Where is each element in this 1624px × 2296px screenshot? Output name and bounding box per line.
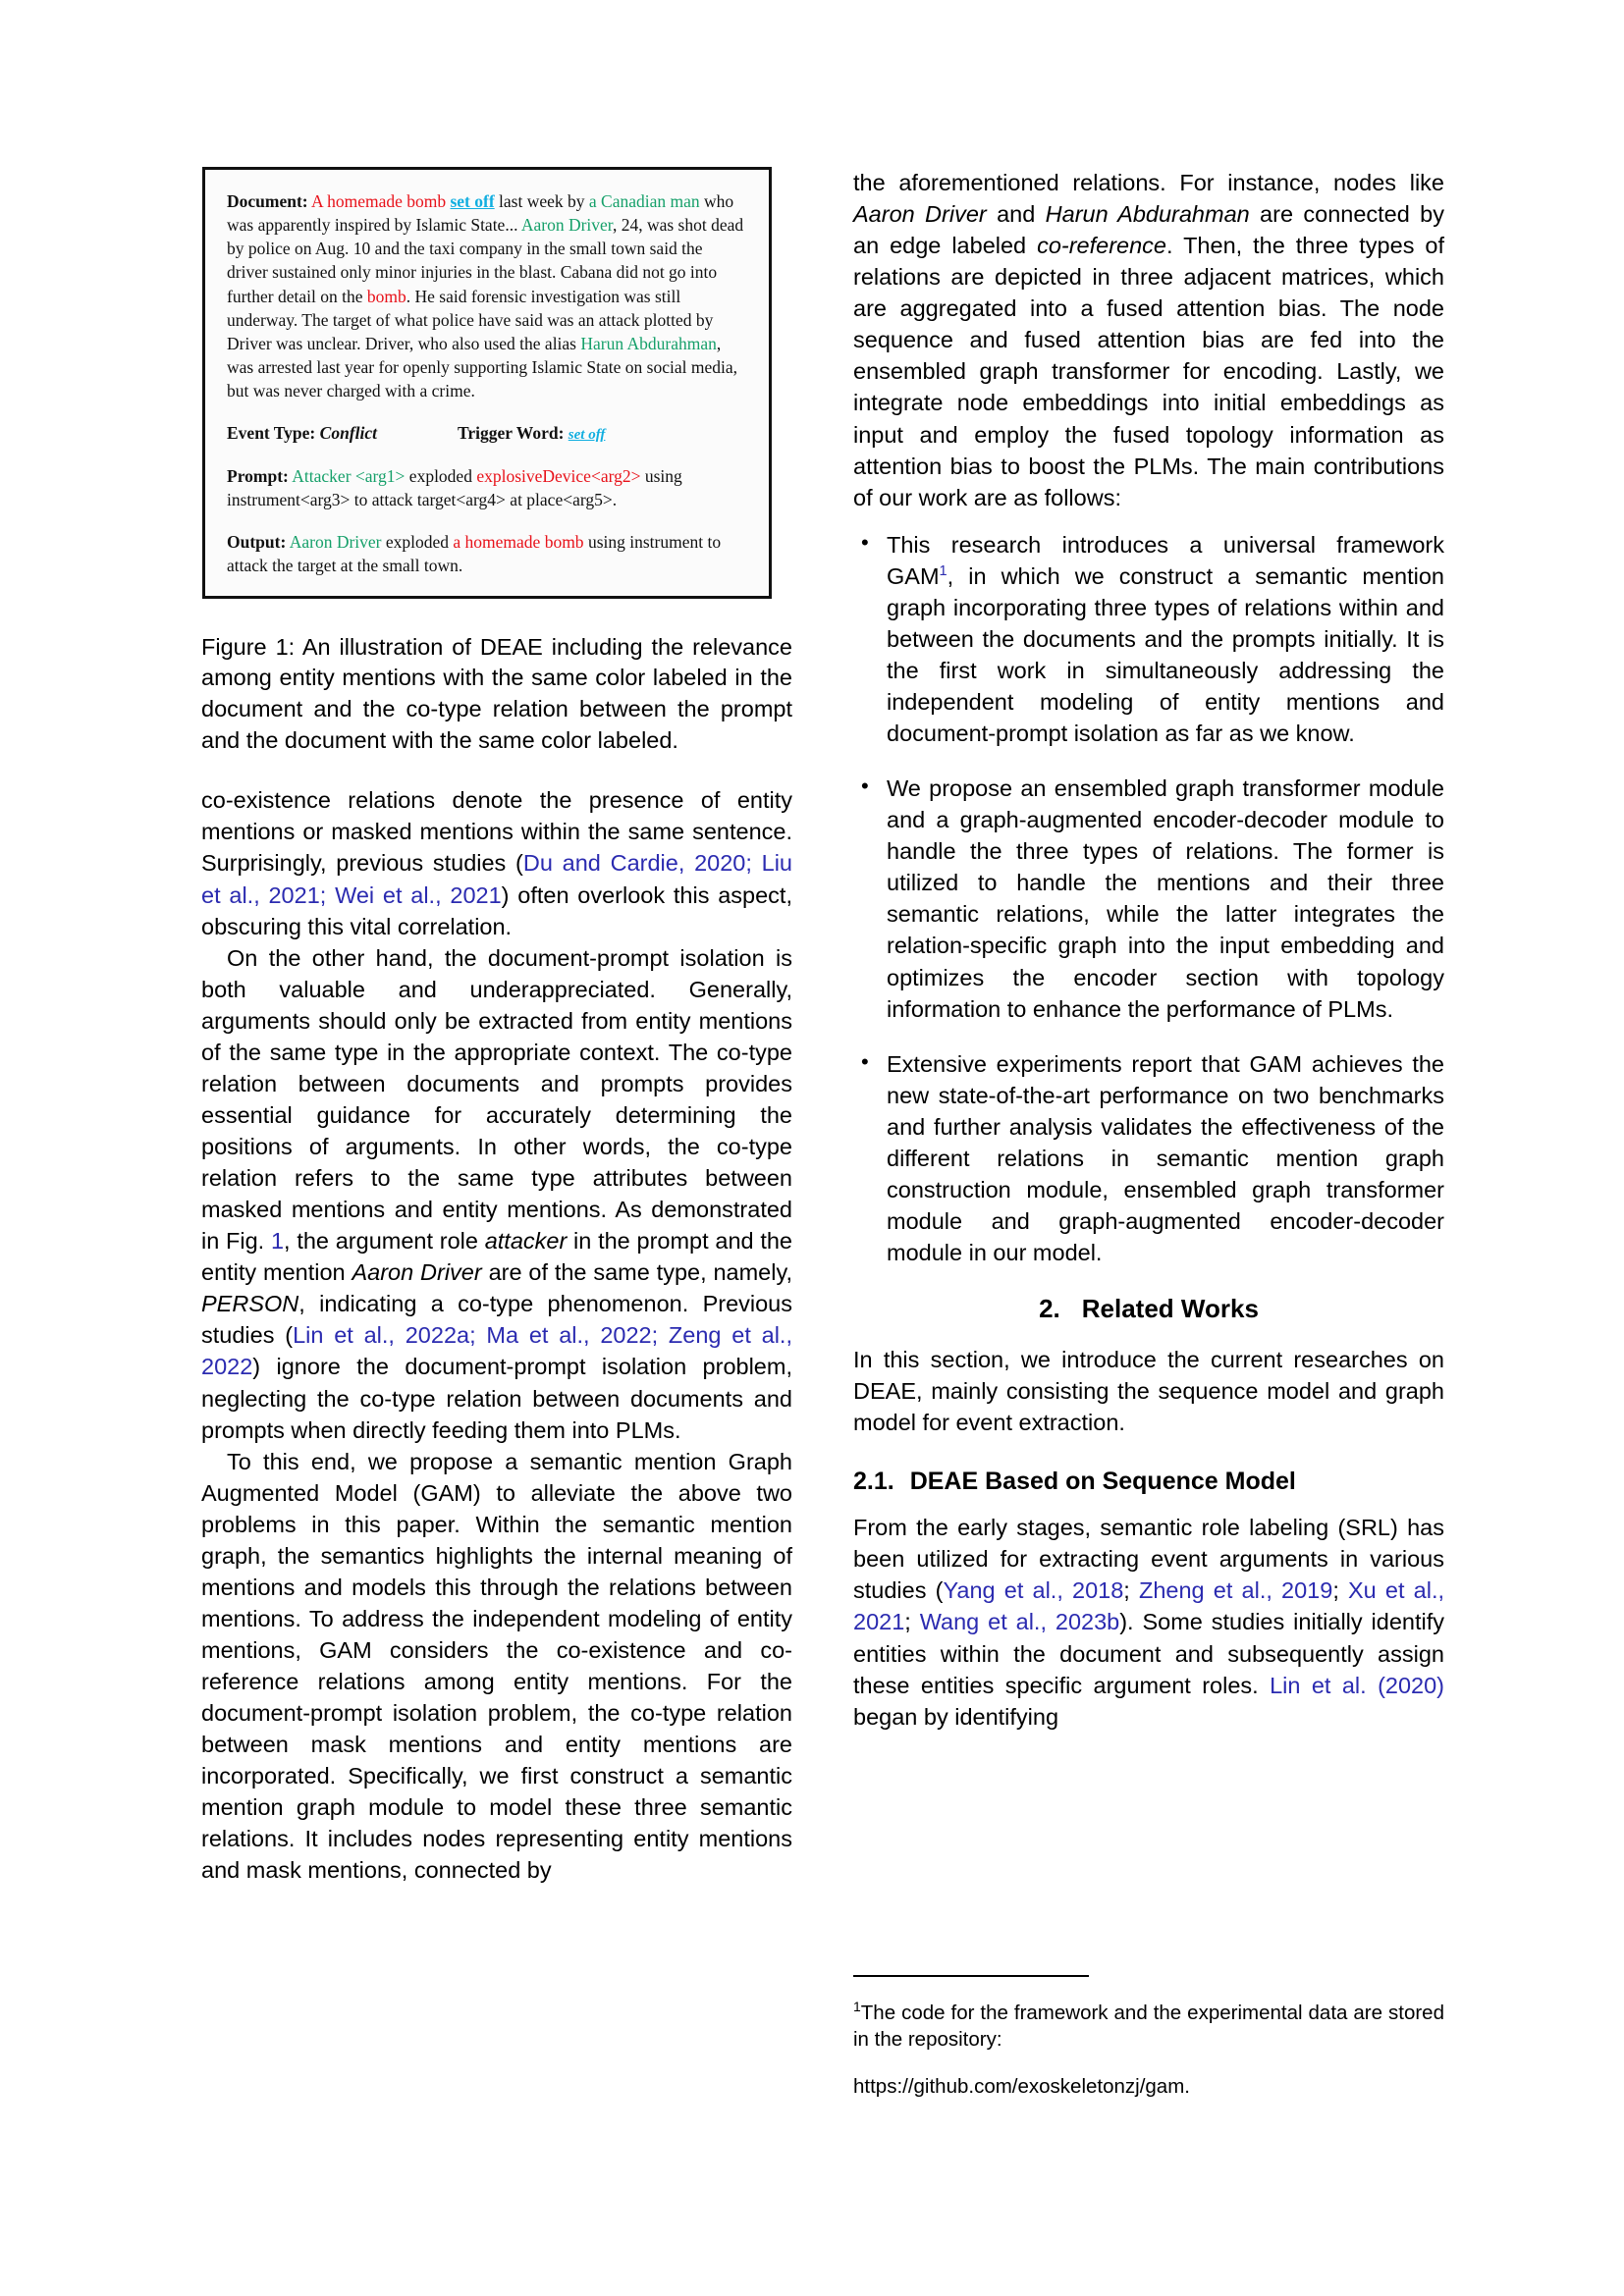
left-p2-a: On the other hand, the document-prompt isolation is both valuable and underappreciated. Generally, arguments should only be extracted from entity mentions of the same type in the appropriate context. The co-type relation between documents and prompts provides essential guidance for accurately determining the positions of arguments. In other words, the co-type relation refers to the same type attributes between masked mentions and entity mentions. As demonstrated in Fig. [201, 944, 792, 1255]
figure-document-line [227, 189, 747, 402]
figure-reference-link[interactable]: 1 [270, 1228, 285, 1255]
contribution-bullet-2: • We propose an ensembled graph transformer module and a graph-augmented encoder-decoder module to handle the three types of relations. The former is utilized to handle the mentions and their three semantic relations, while the latter integrates the relation-specific graph into the input embedding and optimizes the encoder section with topology information to enhance the performance of PLMs. [887, 773, 1444, 1025]
sub21-c: began by identifying [853, 1703, 1059, 1730]
subsection-21-paragraph [853, 1512, 1444, 1732]
sub21-citation-wang[interactable]: Wang et al., 2023b [919, 1609, 1120, 1635]
right-p1-d: . Then, the three types of relations are depicted in three adjacent matrices, which are aggregated into a fused attention bias. The node sequence and fused attention bias are fed into the ensembled graph transformer for encoding. Lastly, we integrate node embeddings into initial embeddings as input and employ the fused topology information as attention bias to boost the PLMs. The main contributions of our work are as follows: [853, 233, 1444, 510]
sub21-semi3: ; [904, 1609, 920, 1635]
event-type-label: Event Type: [227, 423, 316, 444]
contribution-bullet-1 [887, 529, 1444, 749]
spacer [227, 446, 747, 464]
right-p1-italic-harun-abdurahman: Harun Abdurahman [1045, 201, 1250, 228]
left-p1-post: ) often overlook this aspect, obscuring this vital correlation. [201, 881, 792, 939]
right-column [853, 167, 1444, 1733]
left-p2-c: in the prompt and the entity mention [201, 1228, 793, 1286]
left-p2-d: are of the same type, namely, [481, 1259, 793, 1286]
subsection-number: 2.1. [853, 1468, 894, 1496]
sub21-citation-yang[interactable]: Yang et al., 2018 [943, 1577, 1124, 1604]
footnote-marker-1[interactable]: 1 [939, 562, 947, 579]
spacer [227, 402, 747, 421]
footnote-region [853, 1975, 1444, 2120]
prompt-label: Prompt: [227, 465, 289, 486]
trigger-word-value: set off [568, 427, 606, 444]
sub21-citation-xu[interactable]: Xu et al., 2021 [853, 1577, 1445, 1635]
footnote-divider [853, 1975, 1089, 1977]
subsection-title: DEAE Based on Sequence Model [909, 1468, 1296, 1496]
section-title: Related Works [1081, 1294, 1259, 1324]
figure-1-box [202, 167, 772, 599]
left-paragraph-3: To this end, we propose a semantic mention Graph Augmented Model (GAM) to alleviate the above two problems in this paper. Within the semantic mention graph, the semantics highlights the internal meaning of mentions and models this through the relations between mentions. To address the independent modeling of entity mentions, GAM considers the co-existence and co-reference relations among entity mentions. For the document-prompt isolation problem, the co-type relation between mask mentions and entity mentions are incorporated. Specifically, we first construct a semantic mention graph module to model these three semantic relations. It includes nodes representing entity mentions and mask mentions, connected by [201, 1448, 792, 1884]
left-p2-citation[interactable]: Lin et al., 2022a; Ma et al., 2022; Zeng et al., 2022 [201, 1322, 792, 1380]
section-heading-related-works [853, 1294, 1444, 1324]
bullet1-a: This research introduces a universal framework GAM [887, 531, 1444, 589]
sub21-citation-lin[interactable]: Lin et al. (2020) [1270, 1672, 1444, 1698]
right-p1-b: and [986, 201, 1046, 228]
event-type-cell [227, 421, 458, 446]
footnote-body: The code for the framework and the experimental data are stored in the repository: [853, 2001, 1444, 2051]
output-text: Aaron Driver exploded a homemade bomb using instrument to attack the target at the small town. [227, 532, 722, 576]
right-p1-a: the aforementioned relations. For instance, nodes like [853, 170, 1444, 195]
event-type-value: Conflict [319, 423, 377, 444]
left-p2-b: , the argument role [284, 1228, 485, 1255]
sub21-a: From the early stages, semantic role labeling (SRL) has been utilized for extracting event arguments in various studies ( [853, 1515, 1444, 1604]
left-p2-italic-aaron-driver: Aaron Driver [352, 1259, 482, 1286]
left-p2-f: ) ignore the document-prompt isolation problem, neglecting the co-type relation between documents and prompts when directly feeding them into PLMs. [201, 1354, 792, 1443]
prompt-text: Attacker <arg1> exploded explosiveDevice<arg2> using instrument<arg3> to attack target<arg4> at place<arg5>. [227, 465, 682, 510]
document-text: A homemade bomb set off last week by a Canadian man who was apparently inspired by Islamic State... Aaron Driver, 24, was shot dead by police on Aug. 10 and the taxi company in the small town said the driver sustained only minor injuries in the blast. Cabana did not go into further detail on the bomb. He said forensic investigation was still underway. The target of what police have said was an attack plotted by Driver was unclear. Driver, who also used the alias Harun Abdurahman, was arrested last year for openly supporting Islamic State on social media, but was never charged with a crime. [227, 191, 744, 401]
figure-meta-row [227, 421, 747, 446]
left-p2-e: , indicating a co-type phenomenon. Previous studies ( [201, 1291, 792, 1349]
footnote-url[interactable]: https://github.com/exoskeletonzj/gam. [853, 2074, 1190, 2098]
figure-output-line [227, 530, 747, 577]
trigger-word-label: Trigger Word: [458, 423, 565, 444]
subsection-heading-deae-sequence-model [853, 1468, 1444, 1496]
right-p1-c: are connected by an edge labeled [853, 201, 1444, 259]
contribution-bullet-3: • Extensive experiments report that GAM achieves the new state-of-the-art performance on two benchmarks and further analysis validates the effectiveness of the different relations in semantic mention graph construction module, ensembled graph transformer module and graph-augmented encoder-decoder module in our model. [887, 1048, 1444, 1268]
sub21-semi1: ; [1123, 1577, 1139, 1604]
trigger-word-cell [458, 421, 605, 446]
sub21-b: ). Some studies initially identify entities within the document and subsequently assign these entities specific argument roles. [853, 1609, 1445, 1698]
left-p1-pre: co-existence relations denote the presence of entity mentions or masked mentions within the same sentence. Surprisingly, previous studies ( [201, 787, 792, 877]
sub21-citation-zheng[interactable]: Zheng et al., 2019 [1138, 1577, 1333, 1604]
figure-caption: Figure 1: An illustration of DEAE including the relevance among entity mentions with the same color labeled in the document and the co-type relation between the prompt and the document with the same color labeled. [201, 633, 792, 754]
output-label: Output: [227, 532, 287, 553]
spacer [227, 511, 747, 530]
right-p1-italic-co-reference: co-reference [1037, 233, 1167, 259]
left-p1-citation[interactable]: Du and Cardie, 2020; Liu et al., 2021; Wei et al., 2021 [201, 850, 792, 908]
related-works-intro: In this section, we introduce the current researches on DEAE, mainly consisting the sequence model and graph model for event extraction. [853, 1347, 1444, 1436]
left-paragraph-2 [201, 942, 792, 1446]
right-paragraph-1 [853, 167, 1444, 513]
document-label: Document: [227, 191, 308, 211]
left-p2-italic-attacker: attacker [484, 1228, 568, 1255]
bullet1-b: , in which we construct a semantic mention graph incorporating three types of relations within and between the documents and the prompts initially. It is the first work in simultaneously addressing the independent modeling of entity mentions and document-prompt isolation as far as we know. [887, 562, 1444, 747]
left-p2-italic-person: PERSON [201, 1291, 299, 1317]
footnote-text [853, 1998, 1444, 2054]
figure-prompt-line [227, 464, 747, 511]
spacer [201, 757, 792, 784]
left-paragraph-1 [201, 784, 792, 941]
contributions-list [853, 529, 1444, 1268]
footnote-number: 1 [853, 1998, 861, 2014]
sub21-semi2: ; [1332, 1577, 1348, 1604]
left-column [201, 167, 792, 1887]
right-p1-italic-aaron-driver: Aaron Driver [853, 201, 987, 228]
section-number: 2. [1039, 1294, 1060, 1324]
